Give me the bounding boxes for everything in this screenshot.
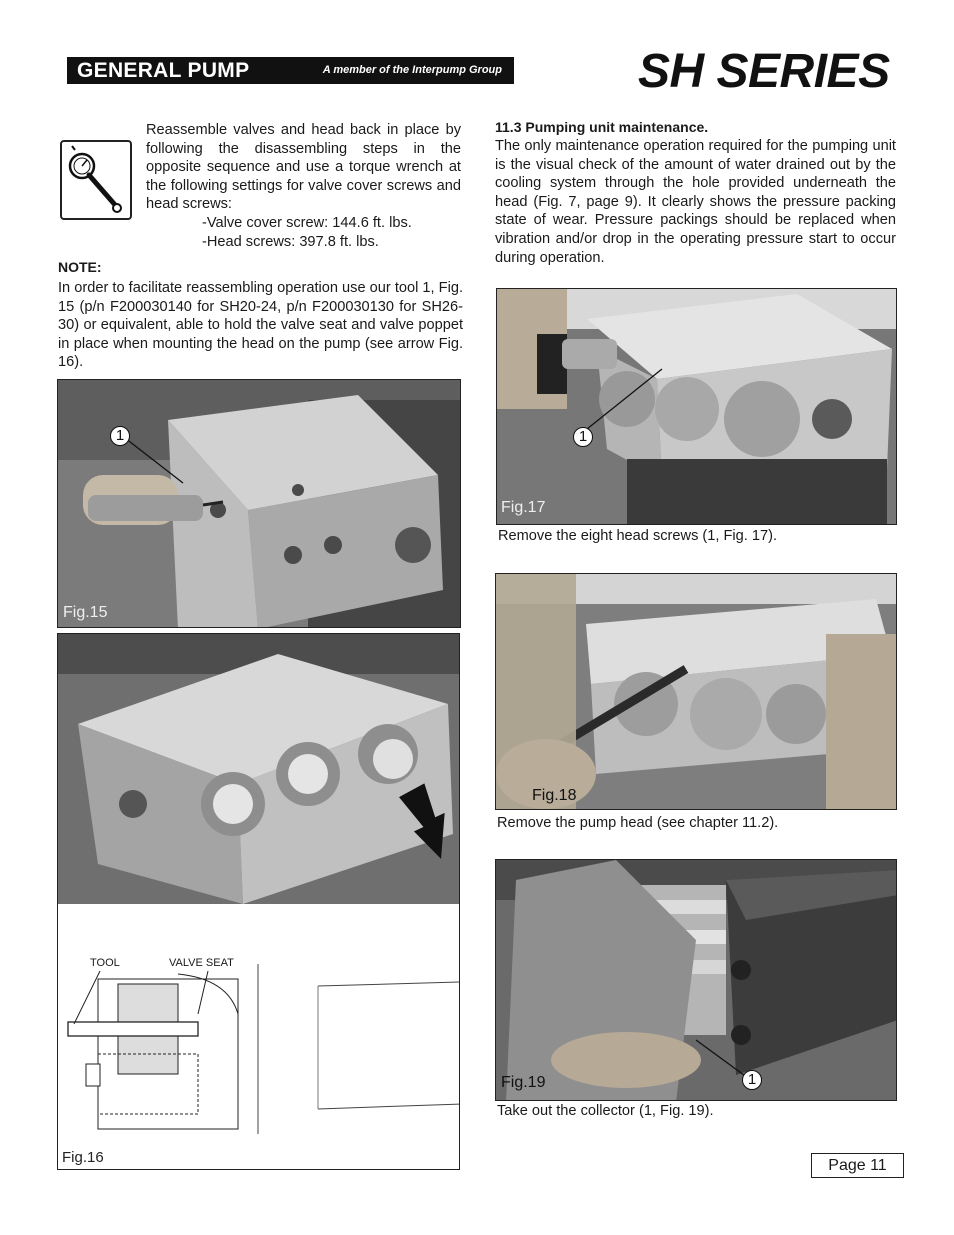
note-text: In order to facilitate reassembling operation use our tool 1, Fig. 15 (p/n F200030140 for SH20-24, p/n F200030130 for SH26-30) or equivalent, able to hold the valve seat and valve poppet in place when mounting the head on the pump (see arrow Fig. 16).	[58, 280, 463, 371]
note-heading: NOTE:	[58, 259, 102, 275]
fig17-caption: Remove the eight head screws (1, Fig. 17).	[498, 528, 778, 544]
section-heading: 11.3 Pumping unit maintenance.	[495, 119, 709, 135]
section-text: The only maintenance operation required for the pumping unit is the visual check of the amount of water drained out by the cooling system through the hole provided underneath the head (Fig. 7, page 9). It clearly shows the pressure packing state of wear. Pressure packings should be replaced when vibration and/or drop in the operating pressure start to occur during operation.	[495, 138, 896, 266]
fig17-callout: 1	[573, 427, 593, 447]
brand-bar	[67, 57, 514, 84]
page-number: Page 11	[811, 1153, 904, 1178]
valve-cover-torque: -Valve cover screw: 144.6 ft. lbs.	[202, 215, 412, 231]
torque-settings	[202, 214, 412, 251]
fig19-photo	[495, 859, 897, 1101]
tool-label: TOOL	[90, 957, 120, 969]
fig16-figure	[57, 633, 460, 1170]
brand-name: GENERAL PUMP	[77, 59, 250, 82]
fig17-label: Fig.17	[501, 499, 546, 516]
fig18-label: Fig.18	[532, 787, 577, 804]
fig16-label: Fig.16	[62, 1149, 104, 1166]
fig19-label: Fig.19	[501, 1074, 546, 1091]
series-title: SH SERIES	[638, 45, 890, 98]
brand-tagline: A member of the Interpump Group	[322, 64, 502, 76]
fig15-label: Fig.15	[63, 604, 108, 621]
fig15-callout: 1	[110, 426, 130, 446]
torque-wrench-icon	[60, 140, 132, 220]
reassemble-instructions: Reassemble valves and head back in place by following the disassembling steps in the opposite sequence and use a torque wrench at the following settings for valve cover screws and head screws:	[146, 122, 461, 213]
valve-seat-label: VALVE SEAT	[169, 957, 234, 969]
fig18-photo	[495, 573, 897, 810]
fig19-callout: 1	[742, 1070, 762, 1090]
fig19-caption: Take out the collector (1, Fig. 19).	[497, 1103, 714, 1119]
fig17-photo	[496, 288, 897, 525]
fig15-photo	[57, 379, 461, 628]
fig18-caption: Remove the pump head (see chapter 11.2).	[497, 815, 779, 831]
head-screw-torque: -Head screws: 397.8 ft. lbs.	[202, 233, 379, 250]
